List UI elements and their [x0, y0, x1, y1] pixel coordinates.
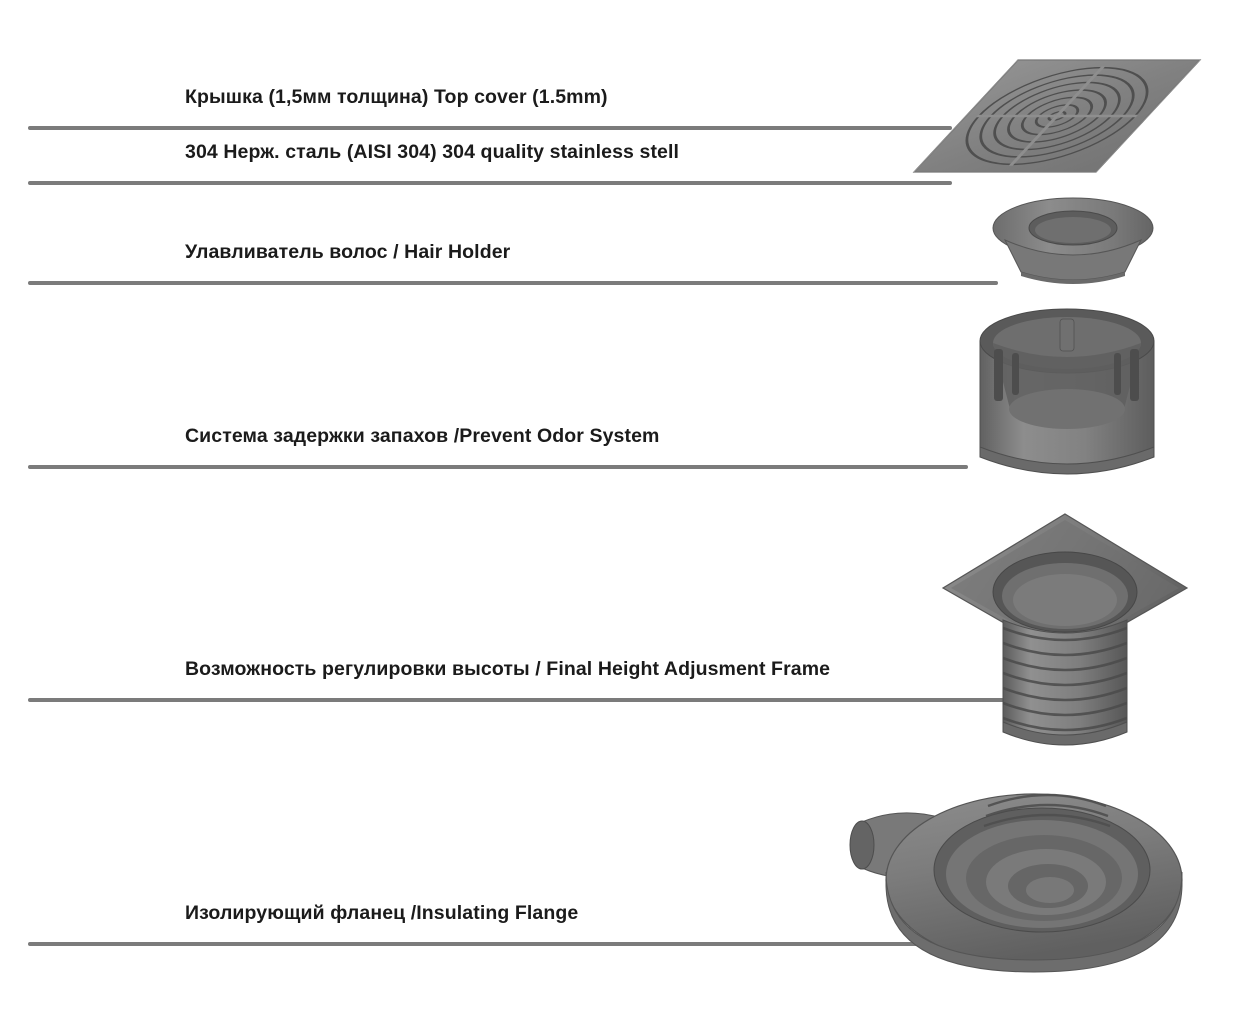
callout-rule-hair-holder: [28, 281, 998, 285]
callout-rule-insulating-flange: [28, 942, 928, 946]
callout-label-hair-holder: Улавливатель волос / Hair Holder: [185, 241, 511, 263]
top-cover-grate-illustration: [900, 50, 1220, 190]
callout-rule-top-cover: [28, 126, 952, 130]
callout-rule-prevent-odor-system: [28, 465, 968, 469]
hair-holder-illustration: [985, 192, 1165, 302]
callout-rule-stainless-steel: [28, 181, 952, 185]
callout-rule-height-adjustment-frame: [28, 698, 1008, 702]
callout-label-stainless-steel: 304 Нерж. сталь (AISI 304) 304 quality stainless stell: [185, 141, 680, 163]
height-adjustment-frame-illustration: [925, 500, 1205, 780]
prevent-odor-system-illustration: [952, 305, 1182, 505]
callout-label-height-adjustment-frame: Возможность регулировки высоты / Final Height Adjusment Frame: [185, 658, 831, 680]
callout-label-insulating-flange: Изолирующий фланец /Insulating Flange: [185, 902, 579, 924]
callout-label-top-cover: Крышка (1,5мм толщина) Top cover (1.5mm): [185, 86, 608, 108]
callout-label-prevent-odor-system: Система задержки запахов /Prevent Odor System: [185, 425, 660, 447]
insulating-flange-illustration: [838, 760, 1198, 1010]
